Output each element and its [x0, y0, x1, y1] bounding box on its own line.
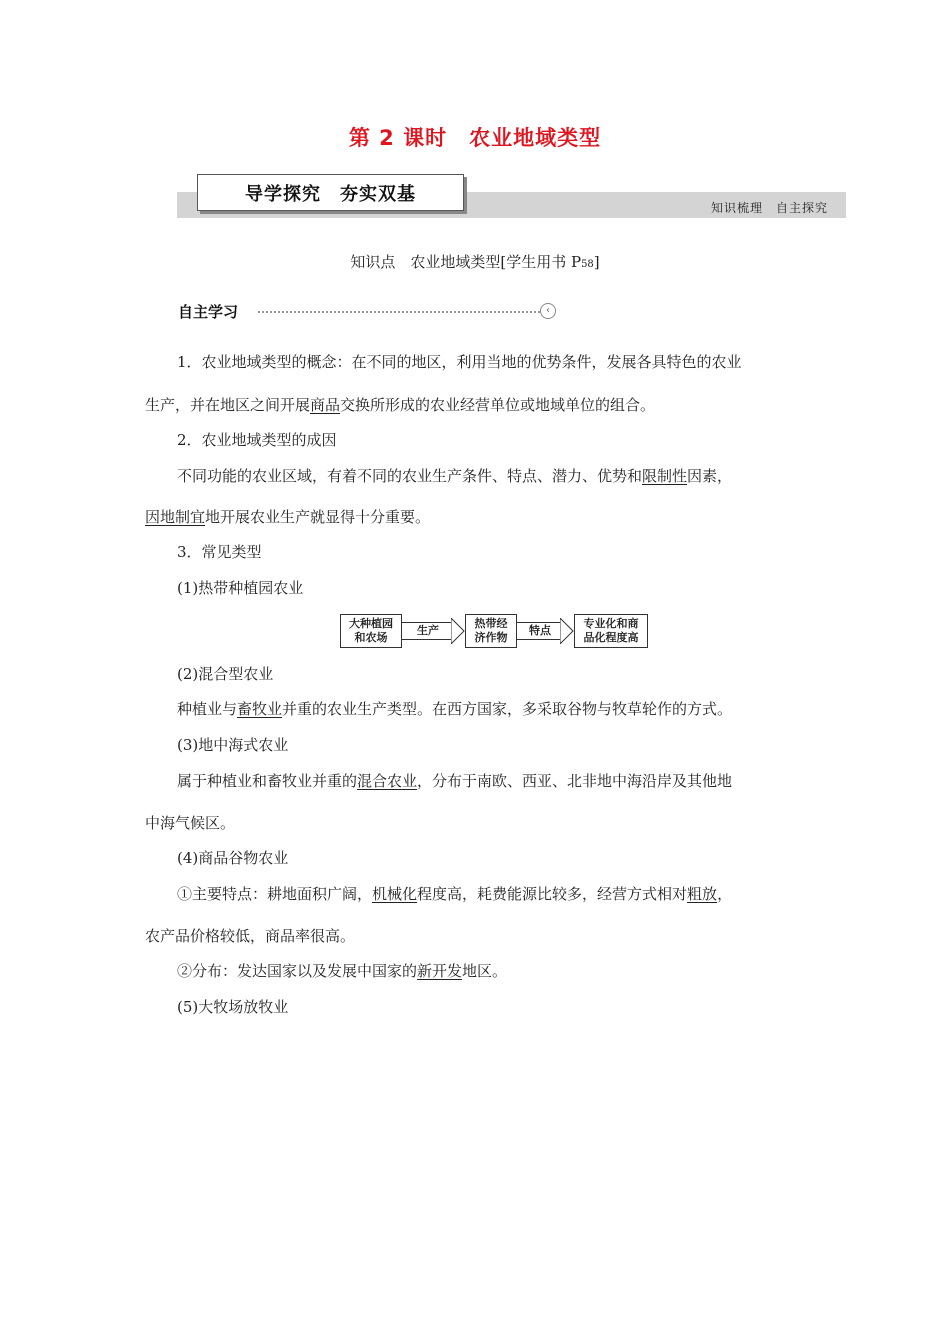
type-1-heading: (1)热带种植园农业: [177, 579, 304, 597]
blank-answer: 因地制宜: [145, 508, 206, 526]
flow-arrow-production: 生产: [401, 622, 465, 640]
item-1-line-1: 1．农业地域类型的概念：在不同的地区，利用当地的优势条件，发展各具特色的农业: [177, 353, 742, 371]
type-4-features-line-2: 农产品价格较低，商品率很高。: [145, 927, 356, 945]
type-4-distribution: ②分布：发达国家以及发展中国家的新开发地区。: [177, 962, 508, 980]
plantation-flow-diagram: [340, 614, 650, 652]
knowledge-point-heading: 知识点 农业地域类型[学生用书 P58]: [350, 253, 600, 271]
item-2-heading: 2．农业地域类型的成因: [177, 431, 337, 449]
section-banner-title: 导学探究 夯实双基: [197, 174, 464, 211]
type-5-heading: (5)大牧场放牧业: [177, 998, 289, 1016]
type-2-heading: (2)混合型农业: [177, 665, 274, 683]
dotted-divider: [258, 311, 540, 313]
type-4-heading: (4)商品谷物农业: [177, 849, 289, 867]
flow-box-tropical-crops: 热带经 济作物: [465, 614, 517, 648]
flow-arrow-features: 特点: [516, 622, 574, 640]
section-banner-subtitle: 知识梳理 自主探究: [710, 201, 828, 215]
item-1-line-2: 生产，并在地区之间开展商品交换所形成的农业经营单位或地域单位的组合。: [145, 396, 656, 414]
self-study-label: 自主学习: [178, 303, 239, 321]
blank-answer: 限制性: [642, 467, 688, 485]
type-3-heading: (3)地中海式农业: [177, 736, 289, 754]
type-3-line-1: 属于种植业和畜牧业并重的混合农业，分布于南欧、西亚、北非地中海沿岸及其他地: [177, 772, 733, 790]
type-3-line-2: 中海气候区。: [145, 814, 236, 832]
page-title: 第 2 课时 农业地域类型: [348, 126, 602, 150]
blank-answer: 畜牧业: [237, 700, 283, 718]
item-2-line-2: 因地制宜地开展农业生产就显得十分重要。: [145, 508, 431, 526]
item-3-heading: 3．常见类型: [177, 543, 262, 561]
blank-answer: 粗放: [687, 885, 718, 903]
blank-answer: 机械化: [372, 885, 418, 903]
flow-box-specialization: 专业化和商 品化程度高: [574, 614, 648, 648]
item-2-line-1: 不同功能的农业区域，有着不同的农业生产条件、特点、潜力、优势和限制性因素，: [177, 467, 733, 485]
blank-answer: 商品: [310, 396, 341, 414]
chevron-left-icon: ‹: [540, 303, 556, 319]
type-4-features-line-1: ①主要特点：耕地面积广阔，机械化程度高，耗费能源比较多，经营方式相对粗放，: [177, 885, 733, 903]
blank-answer: 混合农业: [357, 772, 418, 790]
type-2-text: 种植业与畜牧业并重的农业生产类型。在西方国家，多采取谷物与牧草轮作的方式。: [177, 700, 733, 718]
blank-answer: 新开发: [417, 962, 463, 980]
flow-box-plantation: 大种植园 和农场: [340, 614, 402, 648]
